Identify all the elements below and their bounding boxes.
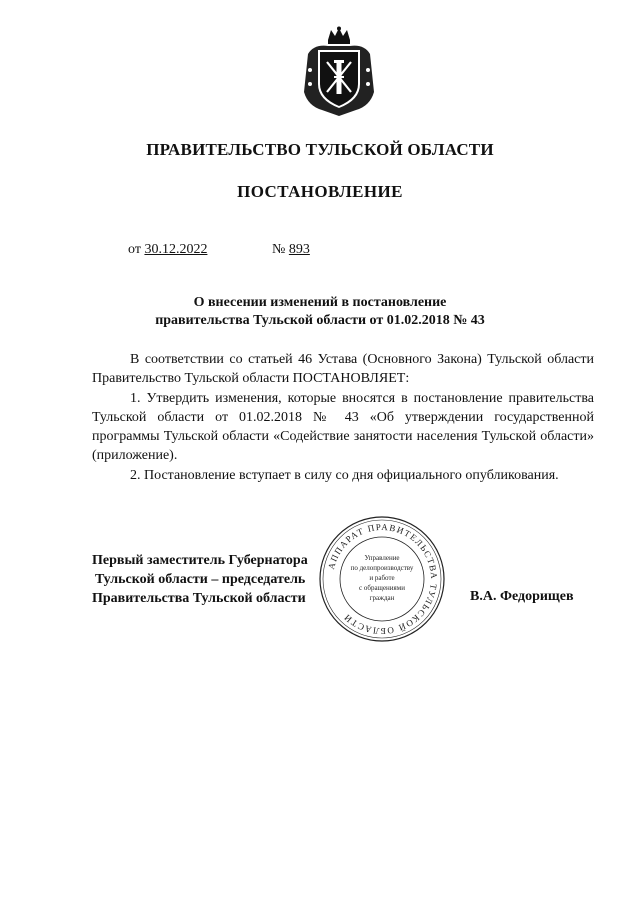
document-date — [128, 242, 207, 258]
number-prefix: № — [272, 242, 286, 257]
official-stamp — [318, 515, 446, 643]
stamp-ring-text: АППАРАТ ПРАВИТЕЛЬСТВА ТУЛЬСКОЙ ОБЛАСТИ — [325, 521, 440, 637]
stamp-inner-line-4: с обращениями — [359, 584, 405, 592]
signatory-title-line-1: Первый заместитель Губернатора — [92, 553, 308, 568]
number-value: 893 — [288, 242, 310, 257]
document-subject — [0, 294, 640, 330]
stamp-inner-line-3: и работе — [369, 574, 395, 582]
date-value: 30.12.2022 — [144, 242, 208, 257]
date-prefix: от — [128, 242, 141, 257]
signatory-title-line-2: Тульской области – председатель — [95, 572, 306, 587]
stamp-inner-line-5: граждан — [369, 594, 395, 602]
document-body — [92, 350, 594, 485]
subject-line-2: правительства Тульской области от 01.02.2018 № 43 — [155, 313, 485, 328]
body-item-1: 1. Утвердить изменения, которые вносятся в постановление правительства Тульской области от 01.02.2018 № 43 «Об утверждении государственной программы Тульской области «Содействие занятости населения Тульской области» (приложение). — [92, 390, 594, 464]
signatory-title-line-3: Правительства Тульской области — [92, 591, 306, 606]
signatory-name: В.А. Федорищев — [470, 589, 574, 604]
subject-line-1: О внесении изменений в постановление — [193, 295, 447, 310]
document-type-title: ПОСТАНОВЛЕНИЕ — [237, 182, 403, 201]
government-title: ПРАВИТЕЛЬСТВО ТУЛЬСКОЙ ОБЛАСТИ — [146, 140, 494, 159]
stamp-inner-line-2: по делопроизводству — [350, 564, 414, 572]
signatory-title — [92, 551, 308, 608]
document-number — [272, 242, 310, 258]
body-item-2: 2. Постановление вступает в силу со дня официального опубликования. — [130, 467, 559, 483]
coat-of-arms-emblem — [300, 26, 378, 116]
stamp-inner-line-1: Управление — [364, 554, 400, 562]
body-intro: В соответствии со статьей 46 Устава (Основного Закона) Тульской области Правительство Тульской области ПОСТАНОВЛЯЕТ: — [92, 352, 594, 387]
